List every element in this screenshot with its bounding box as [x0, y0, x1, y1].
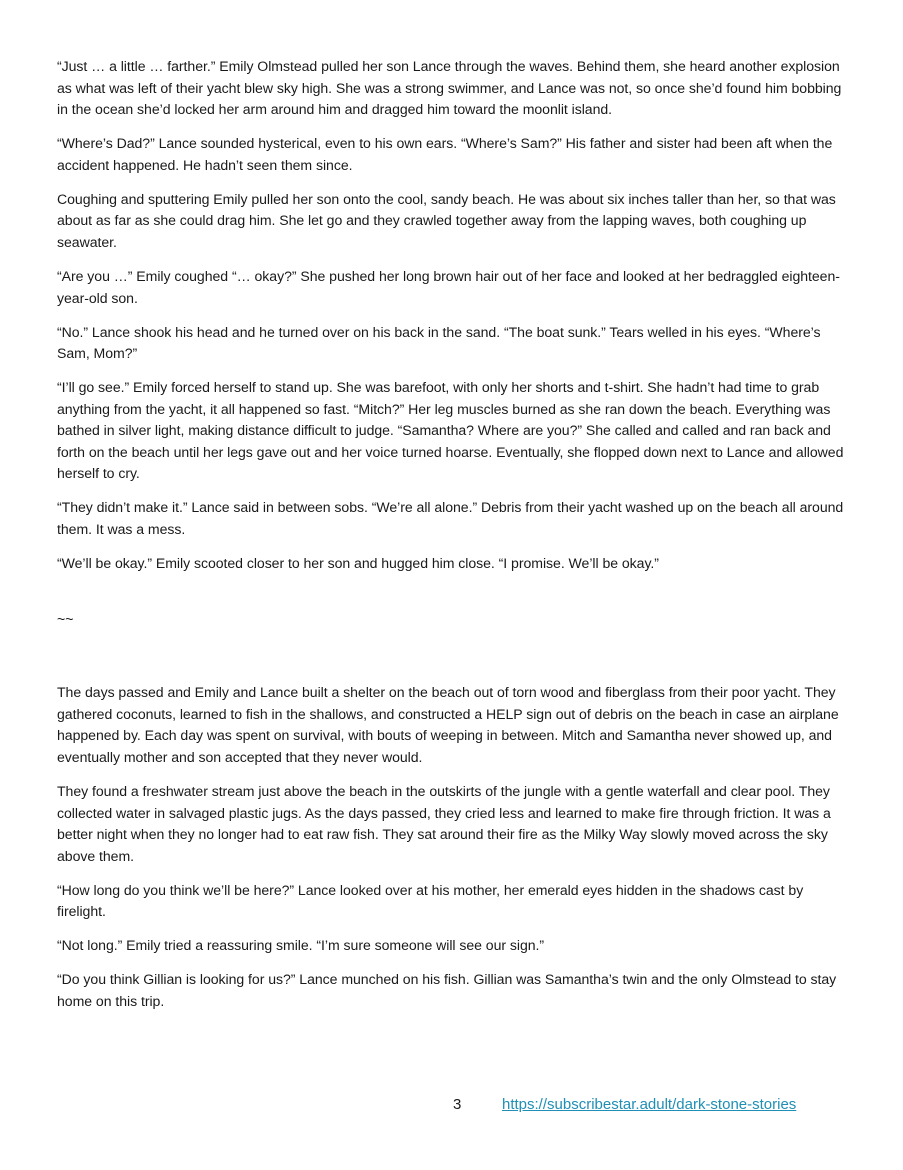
subscribestar-link[interactable]: https://subscribestar.adult/dark-stone-stories — [502, 1096, 797, 1113]
paragraph-12: “Not long.” Emily tried a reassuring smile. “I’m sure someone will see our sign.” — [57, 937, 545, 954]
paragraph-5: “No.” Lance shook his head and he turned over on his back in the sand. “The boat sunk.” Tears welled in his eyes. “Where’s Sam, Mom?” — [57, 323, 821, 362]
page-number: 3 — [453, 1096, 462, 1113]
page-footer — [0, 1096, 903, 1120]
paragraph-4: “Are you …” Emily coughed “… okay?” She pushed her long brown hair out of her face and looked at her bedraggled eighteen-year-old son. — [57, 267, 840, 306]
story-body — [57, 56, 849, 1025]
scene-break: ~~ — [57, 610, 74, 627]
paragraph-8: “We’ll be okay.” Emily scooted closer to her son and hugged him close. “I promise. We’ll be okay.” — [57, 555, 659, 572]
paragraph-11: “How long do you think we’ll be here?” Lance looked over at his mother, her emerald eyes hidden in the shadows cast by firelight. — [57, 881, 804, 920]
paragraph-9: The days passed and Emily and Lance built a shelter on the beach out of torn wood and fiberglass from their poor yacht. They gathered coconuts, learned to fish in the shallows, and constructed a HELP sign out of debris on the beach in case an airplane happened by. Each day was spent on survival, with bouts of weeping in between. Mitch and Samantha never showed up, and eventually mother and son accepted that they never would. — [57, 684, 839, 765]
paragraph-2: “Where’s Dad?” Lance sounded hysterical, even to his own ears. “Where’s Sam?” His father and sister had been aft when the accident happened. He hadn’t seen them since. — [57, 135, 833, 173]
paragraph-7: “They didn’t make it.” Lance said in between sobs. “We’re all alone.” Debris from their yacht washed up on the beach all around them. It was a mess. — [57, 499, 844, 538]
paragraph-1: “Just … a little … farther.” Emily Olmstead pulled her son Lance through the waves. Behind them, she heard another explosion as what was left of their yacht blew sky high. She was a strong swimmer, and Lance was not, so once she’d found him bobbing in the ocean she’d locked her arm around him and dragged him toward the moonlit island. — [57, 58, 842, 118]
paragraph-3: Coughing and sputtering Emily pulled her son onto the cool, sandy beach. He was about six inches taller than her, so that was about as far as she could drag him. She let go and they crawled together away from the lapping waves, both coughing up seawater. — [57, 190, 836, 250]
paragraph-6: “I’ll go see.” Emily forced herself to stand up. She was barefoot, with only her shorts and t-shirt. She hadn’t had time to grab anything from the yacht, it all happened so fast. “Mitch?” Her leg muscles burned as she ran down the beach. Everything was bathed in silver light, making distance difficult to judge. “Samantha? Where are you?” She called and called and ran back and forth on the beach until her legs gave out and her voice turned hoarse. Eventually, she flopped down next to Lance and allowed herself to cry. — [57, 379, 844, 482]
paragraph-13: “Do you think Gillian is looking for us?” Lance munched on his fish. Gillian was Samantha’s twin and the only Olmstead to stay home on this trip. — [57, 971, 837, 1009]
paragraph-10: They found a freshwater stream just above the beach in the outskirts of the jungle with a gentle waterfall and clear pool. They collected water in salvaged plastic jugs. As the days passed, they cried less and learned to make fire through friction. It was a better night when they no longer had to eat raw fish. They sat around their fire as the Milky Way slowly moved across the sky above them. — [57, 782, 831, 864]
